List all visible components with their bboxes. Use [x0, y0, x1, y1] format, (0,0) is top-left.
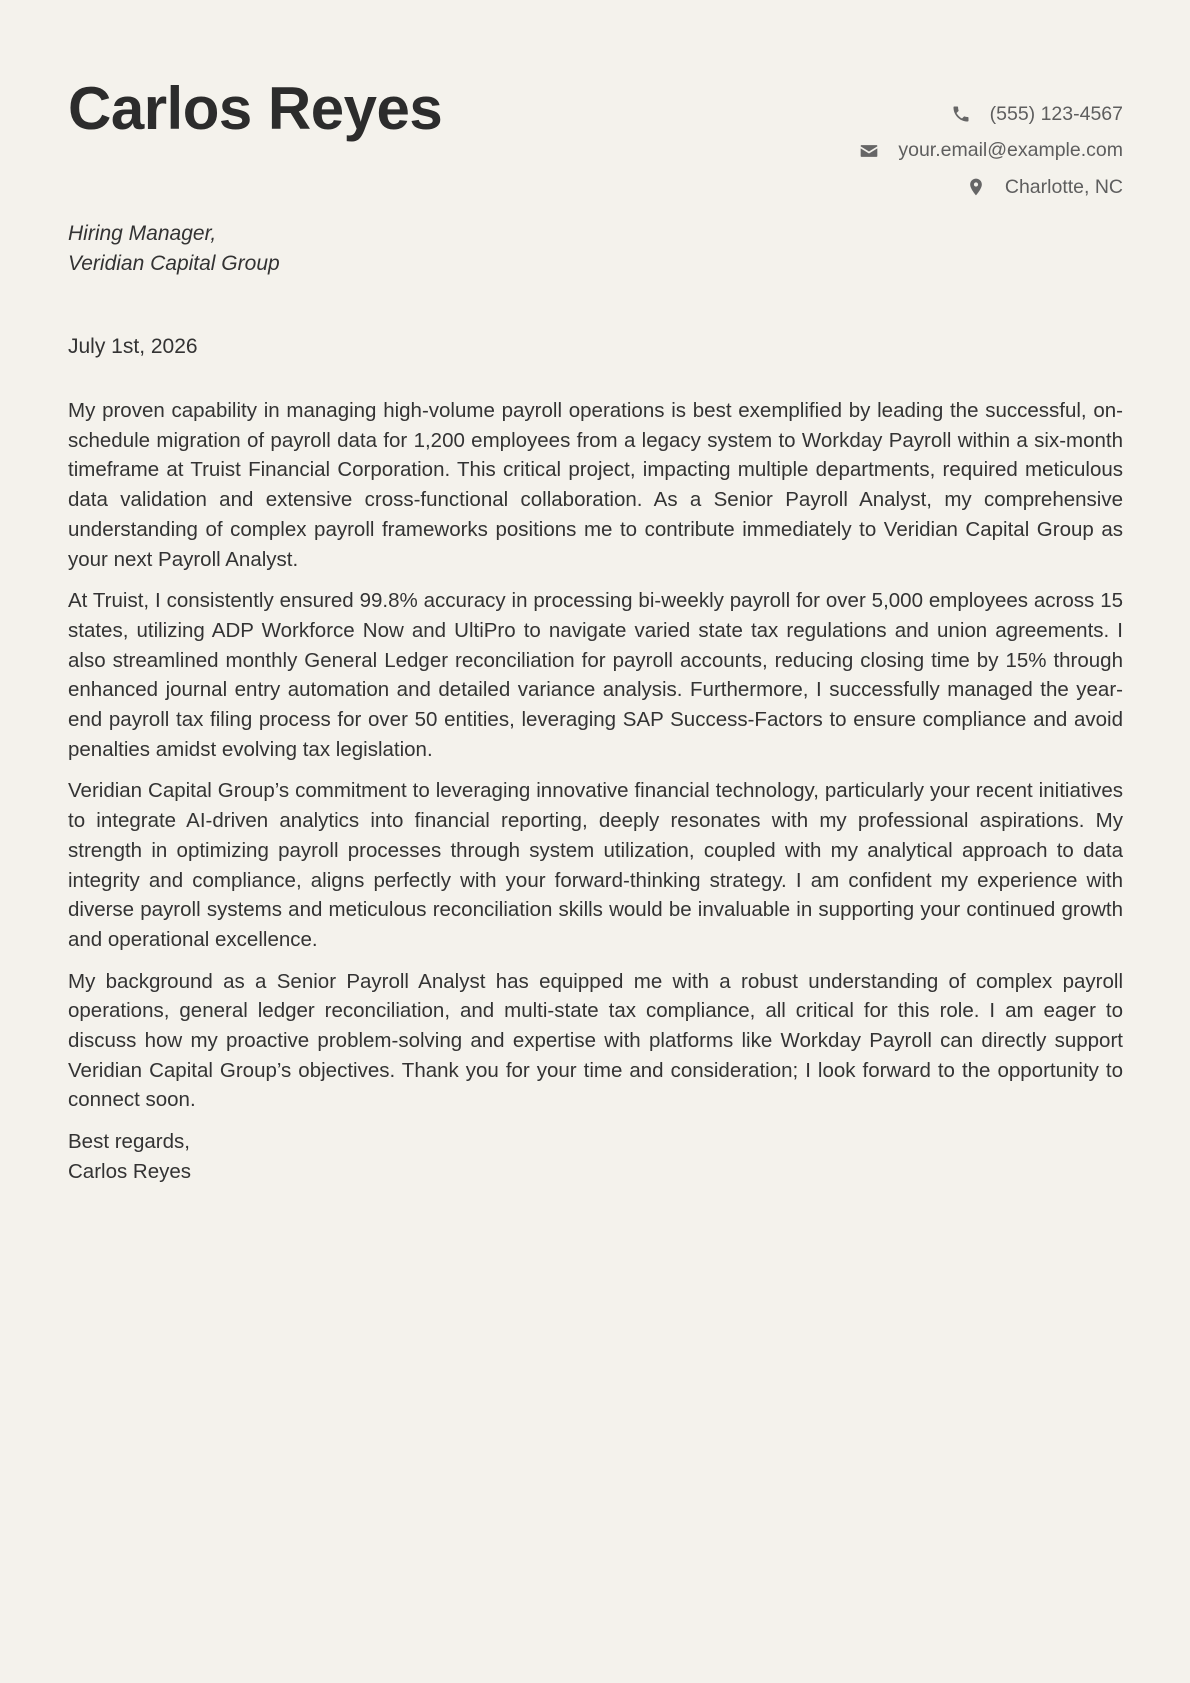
closing-block	[68, 1127, 1123, 1186]
paragraph: At Truist, I consistently ensured 99.8% accuracy in processing bi-weekly payroll for over 5,000 employees across 15 states, utilizing ADP Workforce Now and UltiPro to navigate varied state tax regulations and union agreements. I also streamlined monthly General Ledger reconciliation for payroll accounts, reducing closing time by 15% through enhanced journal entry automation and detailed variance analysis. Furthermore, I successfully managed the year-end payroll tax filing process for over 50 entities, leveraging SAP Success-Factors to ensure compliance and avoid penalties amidst evolving tax legislation.	[68, 589, 1123, 761]
paragraph: Veridian Capital Group’s commitment to leveraging innovative financial technology, particularly your recent initiatives to integrate AI-driven analytics into financial reporting, deeply resonates with my professional aspirations. My strength in optimizing payroll processes through system utilization, coupled with my analytical approach to data integrity and compliance, aligns perfectly with your forward-thinking strategy. I am confident my experience with diverse payroll systems and meticulous reconciliation skills would be invaluable in supporting your continued growth and operational excellence.	[68, 779, 1123, 951]
location-text: Charlotte, NC	[1004, 175, 1123, 198]
envelope-icon	[858, 140, 880, 162]
applicant-name: Carlos Reyes	[68, 75, 443, 142]
closing-signature: Carlos Reyes	[68, 1159, 192, 1183]
closing-salutation: Best regards,	[68, 1130, 190, 1154]
map-pin-icon	[965, 176, 987, 198]
recipient-block	[68, 219, 280, 279]
recipient-title: Hiring Manager,	[68, 222, 217, 245]
contact-email	[858, 133, 1123, 170]
contact-location	[858, 169, 1123, 206]
recipient-company: Veridian Capital Group	[68, 252, 280, 275]
paragraph: My proven capability in managing high-volume payroll operations is best exemplified by leading the successful, on-schedule migration of payroll data for 1,200 employees from a legacy system to Workday Payroll within a six-month timeframe at Truist Financial Corporation. This critical project, impacting multiple departments, required meticulous data validation and extensive cross-functional collaboration. As a Senior Payroll Analyst, my comprehensive understanding of complex payroll frameworks positions me to contribute immediately to Veridian Capital Group as your next Payroll Analyst.	[68, 399, 1123, 571]
phone-icon	[950, 103, 972, 125]
contact-phone	[858, 96, 1123, 133]
letter-body	[68, 396, 1123, 1187]
paragraph: My background as a Senior Payroll Analyst has equipped me with a robust understanding of complex payroll operations, general ledger reconciliation, and multi-state tax compliance, all critical for this role. I am eager to discuss how my proactive problem-solving and expertise with platforms like Workday Payroll can directly support Veridian Capital Group’s objectives. Thank you for your time and consideration; I look forward to the opportunity to connect soon.	[68, 969, 1123, 1112]
contact-block	[858, 96, 1123, 206]
letter-date: July 1st, 2026	[68, 335, 198, 358]
phone-text: (555) 123-4567	[989, 102, 1123, 125]
email-text: your.email@example.com	[898, 139, 1123, 162]
